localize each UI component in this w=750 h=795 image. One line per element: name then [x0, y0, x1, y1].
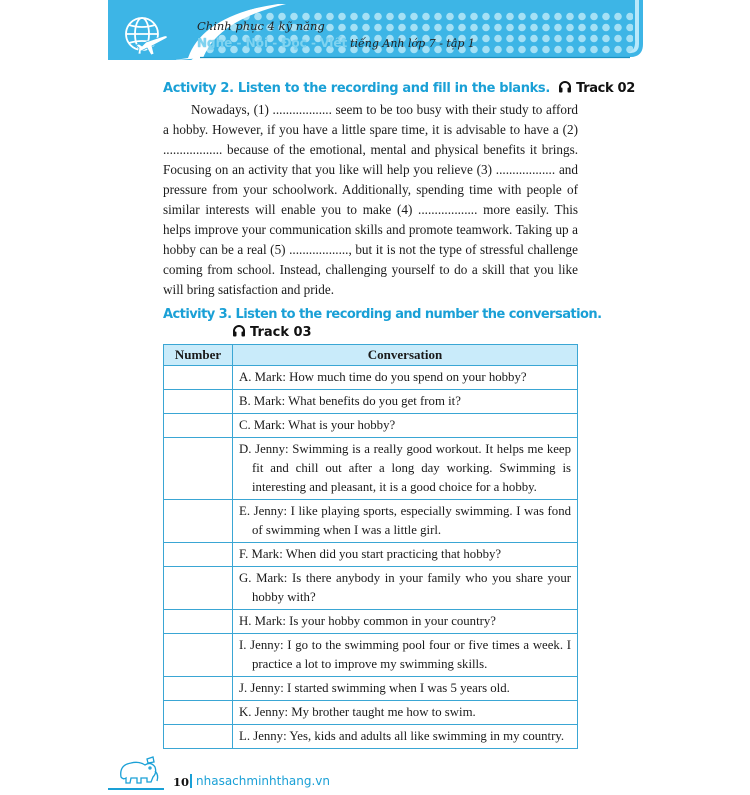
table-row — [164, 414, 578, 438]
table-row — [164, 567, 578, 610]
conversation-cell — [233, 725, 578, 749]
track-02-label: Track 02 — [576, 81, 635, 96]
table-row — [164, 701, 578, 725]
headphones-icon — [558, 80, 572, 93]
headphones-icon — [232, 324, 246, 337]
conversation-line: H. Mark: Is your hobby common in your country? — [239, 614, 496, 628]
activity2-passage — [163, 100, 578, 300]
number-answer-cell[interactable] — [164, 500, 233, 543]
conversation-line: D. Jenny: Swimming is a really good workout. It helps me keep fit and chill out after a long day working. Swimming is interesting and pleasant, it is a good choice for a hobby. — [239, 442, 571, 494]
conversation-cell — [233, 543, 578, 567]
number-answer-cell[interactable] — [164, 725, 233, 749]
elephant-mascot-icon — [115, 755, 163, 787]
number-answer-cell[interactable] — [164, 390, 233, 414]
conversation-line: C. Mark: What is your hobby? — [239, 418, 396, 432]
page-number: 10 — [173, 775, 190, 789]
activity3-track-line — [232, 323, 578, 341]
skills-title: Nghe - Nói - Đọc - Viết — [197, 36, 348, 50]
conversation-line: G. Mark: Is there anybody in your family who you share your hobby with? — [239, 571, 571, 604]
activity3-track[interactable] — [232, 325, 312, 340]
footer-separator — [190, 774, 192, 788]
publisher-website-link[interactable]: nhasachminhthang.vn — [196, 774, 331, 788]
table-header-row — [164, 345, 578, 366]
conversation-line: E. Jenny: I like playing sports, especially swimming. I was fond of swimming when I was a little girl. — [239, 504, 571, 537]
conversation-cell — [233, 567, 578, 610]
series-title: Chinh phục 4 kỹ năng — [197, 19, 325, 33]
conversation-line: B. Mark: What benefits do you get from it? — [239, 394, 461, 408]
table-row — [164, 438, 578, 500]
number-answer-cell[interactable] — [164, 543, 233, 567]
conversation-cell — [233, 438, 578, 500]
activity3-heading — [163, 306, 602, 323]
conversation-cell — [233, 701, 578, 725]
activity3-title: Activity 3. Listen to the recording and number the conversation. — [163, 307, 602, 322]
activity2-heading — [163, 80, 635, 97]
conversation-cell — [233, 610, 578, 634]
table-row — [164, 677, 578, 701]
conversation-cell — [233, 500, 578, 543]
conversation-line: J. Jenny: I started swimming when I was 5 years old. — [239, 681, 510, 695]
conversation-line: L. Jenny: Yes, kids and adults all like swimming in my country. — [239, 729, 565, 743]
number-answer-cell[interactable] — [164, 414, 233, 438]
globe-airplane-icon — [120, 14, 170, 58]
conversation-cell — [233, 634, 578, 677]
table-row — [164, 543, 578, 567]
column-header-conversation: Conversation — [233, 345, 578, 366]
fill-in-paragraph: Nowadays, (1) .................. seem to be too busy with their study to afford a hobby. However, if you have a little spare time, it is advisable to have a (2) .................. because of the emotional, mental and physical benefits it brings. Focusing on an activity that you like will help you relieve (3) .................. and pressure from your schoolwork. Additionally, spending time with people of similar interests will enable you to make (4) .................. more easily. This helps improve your communication skills and promote teamwork. Taking up a hobby can be a real (5) .................., but it is not the type of stressful challenge coming from school. Instead, challenging yourself to do a skill that you like will bring satisfaction and pride. — [163, 102, 578, 297]
number-answer-cell[interactable] — [164, 677, 233, 701]
table-row — [164, 610, 578, 634]
table-row — [164, 390, 578, 414]
table-row — [164, 634, 578, 677]
header — [0, 0, 750, 62]
number-answer-cell[interactable] — [164, 366, 233, 390]
number-answer-cell[interactable] — [164, 701, 233, 725]
book-subtitle: tiếng Anh lớp 7 - tập 1 — [350, 37, 475, 50]
conversation-line: A. Mark: How much time do you spend on your hobby? — [239, 370, 527, 384]
number-answer-cell[interactable] — [164, 567, 233, 610]
table-body — [164, 366, 578, 749]
conversation-line: I. Jenny: I go to the swimming pool four or five times a week. I practice a lot to improve my swimming skills. — [239, 638, 571, 671]
number-answer-cell[interactable] — [164, 634, 233, 677]
footer-rule — [108, 788, 164, 790]
conversation-line: K. Jenny: My brother taught me how to swim. — [239, 705, 476, 719]
table-row — [164, 500, 578, 543]
page-footer — [0, 755, 750, 795]
book-title — [197, 36, 475, 52]
number-answer-cell[interactable] — [164, 438, 233, 500]
number-answer-cell[interactable] — [164, 610, 233, 634]
activity2-track[interactable] — [558, 81, 635, 96]
conversation-cell — [233, 414, 578, 438]
track-03-label: Track 03 — [250, 325, 312, 340]
conversation-table — [163, 344, 578, 749]
conversation-cell — [233, 366, 578, 390]
activity2-title: Activity 2. Listen to the recording and fill in the blanks. — [163, 81, 550, 96]
table-row — [164, 725, 578, 749]
conversation-line: F. Mark: When did you start practicing that hobby? — [239, 547, 502, 561]
conversation-cell — [233, 677, 578, 701]
column-header-number: Number — [164, 345, 233, 366]
table-row — [164, 366, 578, 390]
conversation-cell — [233, 390, 578, 414]
page-content — [163, 62, 635, 749]
